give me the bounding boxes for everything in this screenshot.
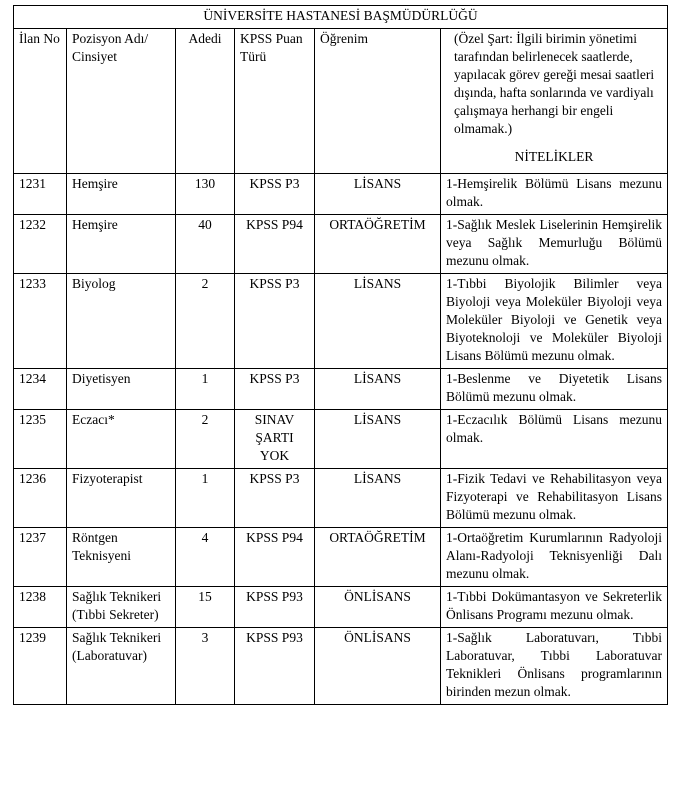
cell-count: 1 — [176, 369, 235, 410]
cell-requirement: 1-Hemşirelik Bölümü Lisans mezunu olmak. — [441, 174, 668, 215]
special-condition-note: (Özel Şart: İlgili birimin yönetimi tarafından belirlenecek saatlerde, yapılacak görev gereği mesai saatleri dışında, hafta sonlarında ve vardiyalı çalışmaya herhangi bir engeli olmamak.) — [454, 31, 655, 136]
cell-count: 15 — [176, 587, 235, 628]
cell-ilan-no: 1236 — [14, 469, 67, 528]
header-row — [14, 29, 668, 174]
cell-kpss: KPSS P94 — [235, 528, 315, 587]
cell-count: 1 — [176, 469, 235, 528]
cell-requirement: 1-Eczacılık Bölümü Lisans mezunu olmak. — [441, 410, 668, 469]
header-count: Adedi — [176, 29, 235, 174]
cell-education: LİSANS — [315, 469, 441, 528]
cell-kpss: KPSS P93 — [235, 628, 315, 705]
table-row — [14, 628, 668, 705]
table-title: ÜNİVERSİTE HASTANESİ BAŞMÜDÜRLÜĞÜ — [14, 6, 668, 29]
cell-position: Fizyoterapist — [67, 469, 176, 528]
cell-education: LİSANS — [315, 410, 441, 469]
header-ilan-no: İlan No — [14, 29, 67, 174]
cell-ilan-no: 1237 — [14, 528, 67, 587]
table-row — [14, 274, 668, 369]
cell-count: 2 — [176, 410, 235, 469]
cell-ilan-no: 1233 — [14, 274, 67, 369]
cell-kpss: SINAV ŞARTI YOK — [235, 410, 315, 469]
cell-position: Röntgen Teknisyeni — [67, 528, 176, 587]
cell-position: Diyetisyen — [67, 369, 176, 410]
cell-education: ORTAÖĞRETİM — [315, 528, 441, 587]
header-requirements — [441, 29, 668, 174]
cell-education: ÖNLİSANS — [315, 628, 441, 705]
job-listing-table — [13, 5, 668, 705]
cell-position: Biyolog — [67, 274, 176, 369]
table-row — [14, 587, 668, 628]
cell-count: 2 — [176, 274, 235, 369]
cell-position: Sağlık Teknikeri (Laboratuvar) — [67, 628, 176, 705]
cell-education: ORTAÖĞRETİM — [315, 215, 441, 274]
cell-count: 4 — [176, 528, 235, 587]
table-row — [14, 528, 668, 587]
cell-ilan-no: 1235 — [14, 410, 67, 469]
title-row — [14, 6, 668, 29]
cell-requirement: 1-Fizik Tedavi ve Rehabilitasyon veya Fizyoterapi ve Rehabilitasyon Lisans Bölümü mezunu olmak. — [441, 469, 668, 528]
table-row — [14, 215, 668, 274]
table-row — [14, 369, 668, 410]
header-position: Pozisyon Adı/ Cinsiyet — [67, 29, 176, 174]
cell-count: 130 — [176, 174, 235, 215]
table-row — [14, 469, 668, 528]
cell-count: 3 — [176, 628, 235, 705]
cell-education: ÖNLİSANS — [315, 587, 441, 628]
cell-requirement: 1-Ortaöğretim Kurumlarının Radyoloji Alanı-Radyoloji Teknisyenliği Dalı mezunu olmak. — [441, 528, 668, 587]
cell-requirement: 1-Tıbbi Biyolojik Bilimler veya Biyoloji veya Moleküler Biyoloji veya Moleküler Biyoloji ve Genetik veya Biyoteknoloji ve Moleküler Biyoloji Lisans Bölümü mezunu olmak. — [441, 274, 668, 369]
cell-kpss: KPSS P94 — [235, 215, 315, 274]
header-kpss: KPSS Puan Türü — [235, 29, 315, 174]
cell-position: Sağlık Teknikeri (Tıbbi Sekreter) — [67, 587, 176, 628]
cell-requirement: 1-Beslenme ve Diyetetik Lisans Bölümü mezunu olmak. — [441, 369, 668, 410]
cell-kpss: KPSS P3 — [235, 174, 315, 215]
cell-ilan-no: 1232 — [14, 215, 67, 274]
requirements-heading: NİTELİKLER — [514, 149, 594, 164]
cell-requirement: 1-Tıbbi Dokümantasyon ve Sekreterlik Önlisans Programı mezunu olmak. — [441, 587, 668, 628]
cell-position: Eczacı* — [67, 410, 176, 469]
cell-education: LİSANS — [315, 274, 441, 369]
header-education: Öğrenim — [315, 29, 441, 174]
table-row — [14, 410, 668, 469]
cell-position: Hemşire — [67, 215, 176, 274]
cell-education: LİSANS — [315, 369, 441, 410]
cell-ilan-no: 1231 — [14, 174, 67, 215]
cell-kpss: KPSS P93 — [235, 587, 315, 628]
cell-count: 40 — [176, 215, 235, 274]
cell-requirement: 1-Sağlık Laboratuvarı, Tıbbi Laboratuvar, Tıbbi Laboratuvar Teknikleri Önlisans programlarının birinden mezun olmak. — [441, 628, 668, 705]
cell-position: Hemşire — [67, 174, 176, 215]
cell-kpss: KPSS P3 — [235, 274, 315, 369]
cell-ilan-no: 1238 — [14, 587, 67, 628]
cell-ilan-no: 1239 — [14, 628, 67, 705]
cell-requirement: 1-Sağlık Meslek Liselerinin Hemşirelik veya Sağlık Memurluğu Bölümü mezunu olmak. — [441, 215, 668, 274]
cell-kpss: KPSS P3 — [235, 469, 315, 528]
table-row — [14, 174, 668, 215]
cell-ilan-no: 1234 — [14, 369, 67, 410]
cell-kpss: KPSS P3 — [235, 369, 315, 410]
cell-education: LİSANS — [315, 174, 441, 215]
